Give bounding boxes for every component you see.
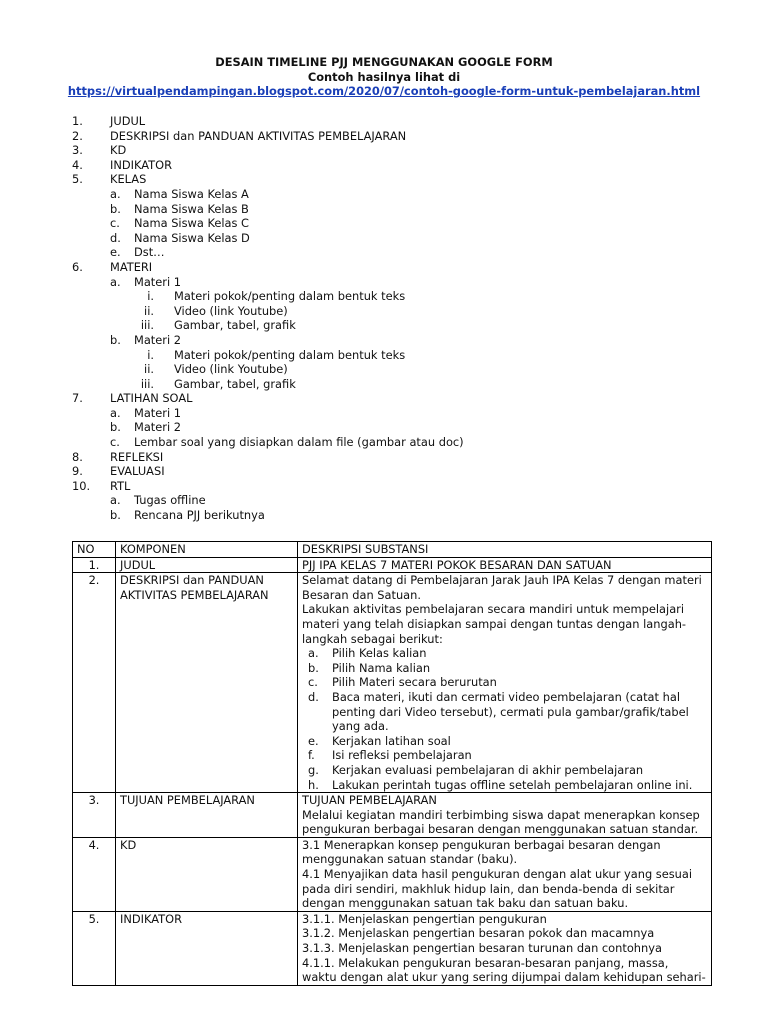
step-text: Baca materi, ikuti dan cermati video pembelajaran (catat hal penting dari Video tersebut), cermati pula gambar/grafik/tabel yang ada. (332, 689, 689, 734)
instruction-text: Lakukan aktivitas pembelajaran secara mandiri untuk mempelajari materi yang telah disiapkan sampai dengan tuntas dengan langah-langkah sebagai berikut: (302, 602, 687, 646)
outline-text: Materi pokok/penting dalam bentuk teks (174, 289, 406, 304)
outline-item (72, 450, 712, 465)
outline-marker: c. (110, 435, 120, 450)
outline-item (72, 318, 712, 333)
outline-text: Gambar, tabel, grafik (174, 318, 296, 333)
kd-4-1: 4.1 Menyajikan data hasil pengukuran dengan alat ukur yang sesuai pada diri sendiri, makhluk hidup lain, dan benda-benda di sekitar dengan menggunakan satuan tak baku dan satuan baku. (302, 867, 693, 911)
outline-marker: b. (110, 332, 121, 347)
outline-text: LATIHAN SOAL (110, 391, 193, 406)
table-row (73, 793, 712, 838)
step-item (302, 690, 707, 734)
outline-marker: iii. (140, 376, 154, 391)
table-row (73, 573, 712, 793)
outline-text: Rencana PJJ berikutnya (134, 508, 265, 523)
outline-item (72, 391, 712, 406)
step-marker: a. (308, 646, 319, 661)
objective-heading: TUJUAN PEMBELAJARAN (302, 793, 437, 808)
step-marker: c. (308, 675, 318, 690)
outline-marker: 2. (72, 128, 83, 143)
outline-marker: i. (147, 347, 154, 362)
outline-item (72, 143, 712, 158)
outline-text: Nama Siswa Kelas A (134, 186, 249, 201)
step-item (302, 646, 707, 661)
outline-text: Nama Siswa Kelas B (134, 201, 249, 216)
outline-item (72, 129, 712, 144)
outline-item (72, 231, 712, 246)
outline-item (72, 275, 712, 290)
step-item (302, 675, 707, 690)
outline-marker: 10. (72, 478, 91, 493)
outline-item (72, 202, 712, 217)
outline-text: Materi pokok/penting dalam bentuk teks (174, 347, 406, 362)
outline-marker: 7. (72, 391, 83, 406)
outline-marker: ii. (144, 303, 154, 318)
outline-item (72, 508, 712, 523)
component-table (72, 541, 712, 986)
outline-marker: 1. (72, 114, 83, 128)
outline-item (72, 333, 712, 348)
outline-text: Video (link Youtube) (174, 303, 288, 318)
step-text: Pilih Kelas kalian (332, 646, 427, 661)
outline-text: Gambar, tabel, grafik (174, 376, 296, 391)
outline-text: KELAS (110, 172, 147, 187)
outline-marker: 4. (72, 157, 83, 172)
row-komponen: KD (116, 837, 298, 911)
outline-text: EVALUASI (110, 464, 165, 479)
outline-text: INDIKATOR (110, 157, 173, 172)
outline-marker: a. (110, 493, 121, 508)
indikator-line: 3.1.1. Menjelaskan pengertian pengukuran (302, 911, 547, 926)
step-item (302, 748, 707, 763)
indikator-line: 4.1.1. Melakukan pengukuran besaran-besaran panjang, massa, (302, 955, 669, 970)
outline-marker: 9. (72, 464, 83, 479)
outline-item (72, 216, 712, 231)
outline-marker: 6. (72, 259, 83, 274)
outline-text: Lembar soal yang disiapkan dalam file (gambar atau doc) (134, 435, 464, 450)
step-item (302, 734, 707, 749)
row-no: 1. (73, 557, 116, 573)
outline-item (72, 348, 712, 363)
header-deskripsi: DESKRIPSI SUBSTANSI (298, 542, 712, 558)
table-row (73, 837, 712, 911)
outline-marker: i. (147, 289, 154, 304)
outline-item (72, 245, 712, 260)
row-komponen: TUJUAN PEMBELAJARAN (116, 793, 298, 838)
row-no: 4. (73, 837, 116, 911)
row-komponen: JUDUL (116, 557, 298, 573)
kd-3-1: 3.1 Menerapkan konsep pengukuran berbagai besaran dengan menggunakan satuan standar (baku). (302, 837, 661, 867)
indikator-line: 3.1.3. Menjelaskan pengertian besaran turunan dan contohnya (302, 941, 662, 956)
indikator-line: 3.1.2. Menjelaskan pengertian besaran pokok dan macamnya (302, 926, 655, 941)
outline-item (72, 187, 712, 202)
outline-text: Materi 1 (134, 405, 181, 420)
table-row (73, 911, 712, 985)
outline-item (72, 464, 712, 479)
outline-text: KD (110, 143, 127, 158)
outline-item (72, 435, 712, 450)
welcome-text: Selamat datang di Pembelajaran Jarak Jauh IPA Kelas 7 dengan materi Besaran dan Satuan. (302, 573, 702, 602)
outline-marker: e. (110, 245, 121, 260)
outline-text: JUDUL (110, 114, 146, 128)
outline-marker: b. (110, 201, 121, 216)
outline-item (72, 158, 712, 173)
outline-marker: 3. (72, 143, 83, 158)
step-marker: g. (308, 762, 319, 777)
outline-item (72, 304, 712, 319)
outline-text: Materi 2 (134, 420, 181, 435)
step-text: Pilih Nama kalian (332, 660, 431, 675)
outline-item (72, 420, 712, 435)
document-subtitle: Contoh hasilnya lihat di (307, 69, 461, 84)
step-marker: f. (308, 748, 315, 763)
outline-item (72, 406, 712, 421)
outline-marker: b. (110, 420, 121, 435)
outline-marker: a. (110, 186, 121, 201)
row-komponen: INDIKATOR (116, 911, 298, 985)
outline-list (72, 114, 712, 523)
step-marker: h. (308, 777, 319, 792)
outline-marker: d. (110, 230, 121, 245)
outline-item (72, 289, 712, 304)
document-title: DESAIN TIMELINE PJJ MENGGUNAKAN GOOGLE FORM (215, 55, 553, 69)
row-no: 5. (73, 911, 116, 985)
outline-marker: iii. (140, 318, 154, 333)
step-item (302, 778, 707, 793)
header-komponen: KOMPONEN (116, 542, 298, 558)
outline-item (72, 362, 712, 377)
outline-text: Nama Siswa Kelas D (134, 230, 250, 245)
step-text: Isi refleksi pembelajaran (332, 748, 472, 763)
outline-item (72, 377, 712, 392)
row-komponen: DESKRIPSI dan PANDUAN AKTIVITAS PEMBELAJARAN (116, 573, 298, 793)
indikator-line: waktu dengan alat ukur yang sering dijumpai dalam kehidupan sehari- (302, 970, 706, 985)
table-row (73, 557, 712, 573)
outline-text: Dst… (134, 245, 165, 260)
step-text: Kerjakan evaluasi pembelajaran di akhir pembelajaran (332, 762, 644, 777)
row-no: 2. (73, 573, 116, 793)
outline-marker: 8. (72, 449, 83, 464)
outline-text: DESKRIPSI dan PANDUAN AKTIVITAS PEMBELAJARAN (110, 128, 407, 143)
row-no: 3. (73, 793, 116, 838)
header-no: NO (73, 542, 116, 558)
row-deskripsi: PJJ IPA KELAS 7 MATERI POKOK BESARAN DAN SATUAN (298, 557, 712, 573)
document-header (0, 55, 768, 99)
steps-list (302, 646, 707, 792)
outline-text: Video (link Youtube) (174, 362, 288, 377)
outline-item (72, 172, 712, 187)
outline-item (72, 260, 712, 275)
step-item (302, 763, 707, 778)
outline-text: MATERI (110, 259, 153, 274)
outline-marker: ii. (144, 362, 154, 377)
step-marker: e. (308, 733, 319, 748)
outline-marker: a. (110, 405, 121, 420)
step-text: Kerjakan latihan soal (332, 733, 451, 748)
outline-text: Tugas offline (134, 493, 206, 508)
outline-text: Materi 2 (134, 332, 181, 347)
row-deskripsi (298, 573, 712, 793)
example-link[interactable]: https://virtualpendampingan.blogspot.com/2020/07/contoh-google-form-untuk-pembelajaran.html (67, 84, 701, 99)
outline-item (72, 479, 712, 494)
outline-marker: b. (110, 508, 121, 523)
outline-text: Nama Siswa Kelas C (134, 216, 250, 231)
objective-text: Melalui kegiatan mandiri terbimbing siswa dapat menerapkan konsep pengukuran berbagai besaran dengan menggunakan satuan standar. (302, 807, 700, 837)
outline-marker: 5. (72, 172, 83, 187)
outline-marker: c. (110, 216, 120, 231)
step-text: Lakukan perintah tugas offline setelah pembelajaran online ini. (332, 777, 693, 792)
outline-text: Materi 1 (134, 274, 181, 289)
row-deskripsi (298, 793, 712, 838)
table-header-row (73, 542, 712, 558)
outline-item (72, 114, 712, 129)
outline-item (72, 493, 712, 508)
outline-text: REFLEKSI (110, 449, 164, 464)
outline-marker: a. (110, 274, 121, 289)
row-deskripsi (298, 837, 712, 911)
outline-text: RTL (110, 478, 131, 493)
step-item (302, 661, 707, 676)
step-marker: b. (308, 660, 319, 675)
row-deskripsi (298, 911, 712, 985)
step-text: Pilih Materi secara berurutan (332, 675, 497, 690)
step-marker: d. (308, 689, 319, 704)
